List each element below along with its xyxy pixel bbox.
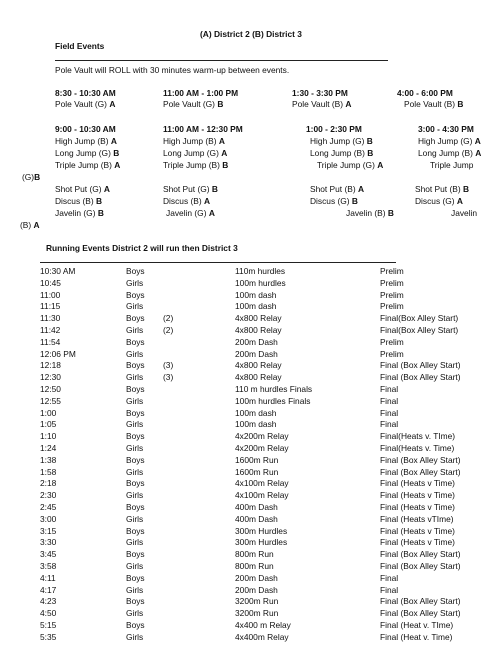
row-status: Prelim	[380, 336, 404, 347]
jumps-time: 9:00 - 10:30 AM	[55, 124, 116, 134]
row-time: 12:30	[40, 372, 61, 383]
row-event: 4x100m Relay	[235, 490, 289, 501]
row-gender: Girls	[126, 513, 144, 524]
row-event: 300m Hurdles	[235, 537, 288, 548]
table-row	[40, 455, 480, 466]
row-status: Final	[380, 572, 399, 583]
row-status: Final (Heats v Time)	[380, 525, 455, 536]
row-event: 1600m Run	[235, 454, 279, 465]
throw-event: Shot Put (G) A	[55, 184, 110, 194]
table-row	[40, 514, 480, 525]
row-gender: Boys	[126, 478, 145, 489]
row-time: 2:30	[40, 490, 57, 501]
row-event: 4x400m Relay	[235, 631, 289, 642]
table-row	[40, 396, 480, 407]
row-heat-number: (3)	[163, 360, 174, 371]
table-row	[40, 443, 480, 454]
row-status: Prelim	[380, 289, 404, 300]
row-gender: Girls	[126, 277, 144, 288]
jump-event: High Jump (B) A	[163, 136, 225, 146]
row-time: 1:38	[40, 454, 57, 465]
table-row	[40, 372, 480, 383]
row-gender: Boys	[126, 502, 145, 512]
row-event: 100m dash	[235, 407, 277, 418]
row-event: 100m dash	[235, 301, 277, 312]
table-row	[40, 290, 480, 301]
row-time: 2:45	[40, 502, 57, 512]
throw-event: Discus (G) A	[415, 196, 463, 206]
row-event: 200m Dash	[235, 336, 278, 347]
throw-event: Javelin (G) B	[55, 208, 104, 218]
row-status: Final (Box Alley Start)	[380, 466, 461, 477]
throw-event: Shot Put (B) B	[415, 184, 470, 194]
table-row	[40, 467, 480, 478]
row-status: Final(Heats v. Time)	[380, 443, 455, 453]
table-row	[40, 526, 480, 537]
divider	[55, 60, 388, 61]
row-time: 1:10	[40, 431, 57, 442]
jumps-time: 3:00 - 4:30 PM	[418, 124, 474, 134]
throw-event: Javelin (B) B	[346, 208, 394, 218]
row-gender: Boys	[126, 384, 145, 394]
row-time: 4:17	[40, 584, 57, 595]
row-time: 3:15	[40, 525, 57, 536]
table-row	[40, 360, 480, 371]
row-status: Final (Heats v Time)	[380, 478, 455, 489]
jump-event: High Jump (G) A	[418, 136, 481, 146]
row-gender: Girls	[126, 537, 144, 548]
row-time: 12:55	[40, 395, 61, 406]
row-event: 100m hurdles	[235, 277, 286, 288]
row-gender: Boys	[126, 596, 145, 607]
throw-event: Discus (B) B	[55, 196, 103, 206]
row-time: 12:06 PM	[40, 348, 76, 359]
table-row	[40, 549, 480, 560]
table-row	[40, 561, 480, 572]
jump-overflow: (G)B	[22, 172, 41, 182]
row-gender: Boys	[126, 360, 145, 371]
row-status: Prelim	[380, 348, 404, 359]
row-status: Final (Box Alley Start)	[380, 372, 461, 383]
row-gender: Girls	[126, 301, 144, 312]
row-time: 11:30	[40, 313, 61, 324]
table-row	[40, 419, 480, 430]
pole-vault-time: 4:00 - 6:00 PM	[397, 88, 453, 98]
row-time: 11:00	[40, 289, 61, 300]
row-gender: Boys	[126, 454, 145, 465]
row-event: 3200m Run	[235, 596, 279, 607]
row-status: Final (Heats vTIme)	[380, 513, 454, 524]
row-status: Final	[380, 407, 399, 418]
row-status: Final (Box Alley Start)	[380, 561, 461, 571]
pole-vault-event: Pole Vault (G) A	[55, 99, 116, 109]
row-event: 800m Run	[235, 561, 274, 571]
table-row	[40, 620, 480, 631]
row-event: 100m dash	[235, 419, 277, 430]
jump-event: Long Jump (G) B	[55, 148, 120, 158]
table-row	[40, 266, 480, 277]
row-status: Final(Box Alley Start)	[380, 325, 459, 335]
row-status: Final	[380, 384, 399, 394]
row-status: Final	[380, 419, 399, 430]
row-event: 4x800 Relay	[235, 313, 282, 324]
row-time: 3:45	[40, 549, 57, 560]
row-gender: Boys	[126, 525, 145, 536]
table-row	[40, 585, 480, 596]
row-heat-number: (2)	[163, 325, 174, 335]
table-row	[40, 278, 480, 289]
jump-event: Long Jump (G) A	[163, 148, 228, 158]
table-row	[40, 337, 480, 348]
table-row	[40, 349, 480, 360]
row-gender: Boys	[126, 336, 145, 347]
pole-vault-event: Pole Vault (B) A	[292, 99, 352, 109]
jumps-time: 1:00 - 2:30 PM	[306, 124, 362, 134]
table-row	[40, 573, 480, 584]
row-status: Final (Box Alley Start)	[380, 596, 461, 607]
table-row	[40, 478, 480, 489]
row-gender: Girls	[126, 561, 144, 571]
field-events-title: Field Events	[55, 41, 105, 51]
row-gender: Girls	[126, 631, 144, 642]
table-row	[40, 490, 480, 501]
row-gender: Boys	[126, 266, 145, 276]
table-row	[40, 596, 480, 607]
row-status: Final (Box Alley Start)	[380, 454, 461, 465]
row-event: 800m Run	[235, 549, 274, 560]
row-gender: Girls	[126, 372, 144, 383]
row-status: Prelim	[380, 277, 404, 288]
row-status: Final (Heats v Time)	[380, 502, 455, 512]
pole-vault-note: Pole Vault will ROLL with 30 minutes warm-up between events.	[55, 65, 290, 75]
row-event: 200m Dash	[235, 584, 278, 595]
row-event: 200m Dash	[235, 348, 278, 359]
row-heat-number: (3)	[163, 372, 174, 383]
row-gender: Boys	[126, 620, 145, 630]
row-gender: Girls	[126, 395, 144, 406]
row-status: Final (Box Alley Start)	[380, 608, 461, 619]
row-gender: Boys	[126, 431, 145, 442]
row-event: 200m Dash	[235, 572, 278, 583]
pole-vault-event: Pole Vault (G) B	[163, 99, 224, 109]
row-time: 10:30 AM	[40, 266, 76, 276]
throw-event: Shot Put (B) A	[310, 184, 365, 194]
row-gender: Boys	[126, 549, 145, 560]
row-status: Final (Heats v Time)	[380, 537, 455, 548]
row-event: 300m Hurdles	[235, 525, 288, 536]
row-gender: Girls	[126, 419, 144, 430]
divider	[40, 262, 396, 263]
table-row	[40, 632, 480, 643]
row-event: 100m dash	[235, 289, 277, 300]
row-gender: Girls	[126, 490, 144, 501]
row-event: 3200m Run	[235, 608, 279, 619]
row-event: 4x800 Relay	[235, 372, 282, 383]
row-event: 400m Dash	[235, 502, 278, 512]
pole-vault-time: 11:00 AM - 1:00 PM	[163, 88, 239, 98]
row-heat-number: (2)	[163, 313, 174, 324]
table-row	[40, 313, 480, 324]
jump-event: Triple Jump (G) A	[317, 160, 384, 170]
table-row	[40, 608, 480, 619]
row-time: 4:23	[40, 596, 57, 607]
row-time: 11:42	[40, 325, 61, 335]
row-time: 11:15	[40, 301, 61, 312]
row-status: Final (Heat v. Time)	[380, 631, 453, 642]
row-time: 3:30	[40, 537, 57, 548]
row-time: 10:45	[40, 277, 61, 288]
jump-event: Long Jump (B) B	[310, 148, 374, 158]
row-event: 1600m Run	[235, 466, 279, 477]
table-row	[40, 431, 480, 442]
throw-event: Shot Put (G) B	[163, 184, 218, 194]
throw-event: Javelin (G) A	[166, 208, 215, 218]
row-time: 5:15	[40, 620, 57, 630]
row-event: 100m hurdles Finals	[235, 395, 311, 406]
row-event: 4x800 Relay	[235, 360, 282, 371]
row-gender: Boys	[126, 289, 145, 300]
row-event: 110 m hurdles Finals	[235, 384, 313, 394]
throw-event: Javelin	[451, 208, 478, 218]
row-gender: Girls	[126, 466, 144, 477]
pole-vault-event: Pole Vault (B) B	[404, 99, 464, 109]
row-status: Final(Box Alley Start)	[380, 313, 459, 324]
row-status: Final (Heats v Time)	[380, 490, 455, 501]
jump-event: Triple Jump (B) B	[163, 160, 229, 170]
table-row	[40, 408, 480, 419]
row-gender: Boys	[126, 572, 145, 583]
row-gender: Girls	[126, 443, 144, 453]
jump-event: Long Jump (B) A	[418, 148, 482, 158]
throw-event: Discus (G) B	[310, 196, 358, 206]
row-status: Final (Heat v. TIme)	[380, 620, 454, 630]
row-time: 3:58	[40, 561, 57, 571]
row-gender: Girls	[126, 348, 144, 359]
table-row	[40, 301, 480, 312]
row-time: 1:58	[40, 466, 57, 477]
jump-event: Triple Jump (B) A	[55, 160, 121, 170]
table-row	[40, 537, 480, 548]
row-event: 4x100m Relay	[235, 478, 289, 489]
row-time: 12:18	[40, 360, 61, 371]
row-time: 4:50	[40, 608, 57, 619]
row-gender: Boys	[126, 407, 145, 418]
pole-vault-time: 8:30 - 10:30 AM	[55, 88, 116, 98]
row-status: Final	[380, 395, 399, 406]
table-row	[40, 325, 480, 336]
row-gender: Girls	[126, 608, 144, 619]
table-row	[40, 502, 480, 513]
row-time: 1:24	[40, 443, 57, 453]
throw-event: Discus (B) A	[163, 196, 211, 206]
row-status: Prelim	[380, 266, 404, 276]
row-gender: Girls	[126, 325, 144, 335]
jump-event: High Jump (G) B	[310, 136, 373, 146]
row-time: 2:18	[40, 478, 57, 489]
row-status: Final	[380, 584, 399, 595]
row-time: 1:00	[40, 407, 57, 418]
row-event: 4x200m Relay	[235, 431, 289, 442]
row-event: 4x800 Relay	[235, 325, 282, 335]
row-time: 5:35	[40, 631, 57, 642]
row-status: Final(Heats v. TIme)	[380, 431, 456, 442]
row-time: 4:11	[40, 572, 56, 583]
row-event: 400m Dash	[235, 513, 278, 524]
jump-event: High Jump (B) A	[55, 136, 117, 146]
row-gender: Girls	[126, 584, 144, 595]
row-gender: Boys	[126, 313, 145, 324]
throw-overflow: (B) A	[20, 220, 40, 230]
row-time: 11:54	[40, 336, 61, 347]
jumps-time: 11:00 AM - 12:30 PM	[163, 124, 243, 134]
row-event: 4x200m Relay	[235, 443, 289, 453]
row-status: Prelim	[380, 301, 404, 312]
row-event: 110m hurdles	[235, 266, 286, 276]
running-events-title: Running Events District 2 will run then District 3	[46, 243, 238, 253]
row-status: Final (Box Alley Start)	[380, 360, 461, 371]
districts-legend: (A) District 2 (B) District 3	[200, 29, 302, 39]
pole-vault-time: 1:30 - 3:30 PM	[292, 88, 348, 98]
row-status: Final (Box Alley Start)	[380, 549, 461, 560]
table-row	[40, 384, 480, 395]
row-event: 4x400 m Relay	[235, 620, 291, 630]
row-time: 3:00	[40, 513, 57, 524]
jump-event: Triple Jump	[430, 160, 474, 170]
row-time: 12:50	[40, 384, 61, 394]
row-time: 1:05	[40, 419, 57, 430]
